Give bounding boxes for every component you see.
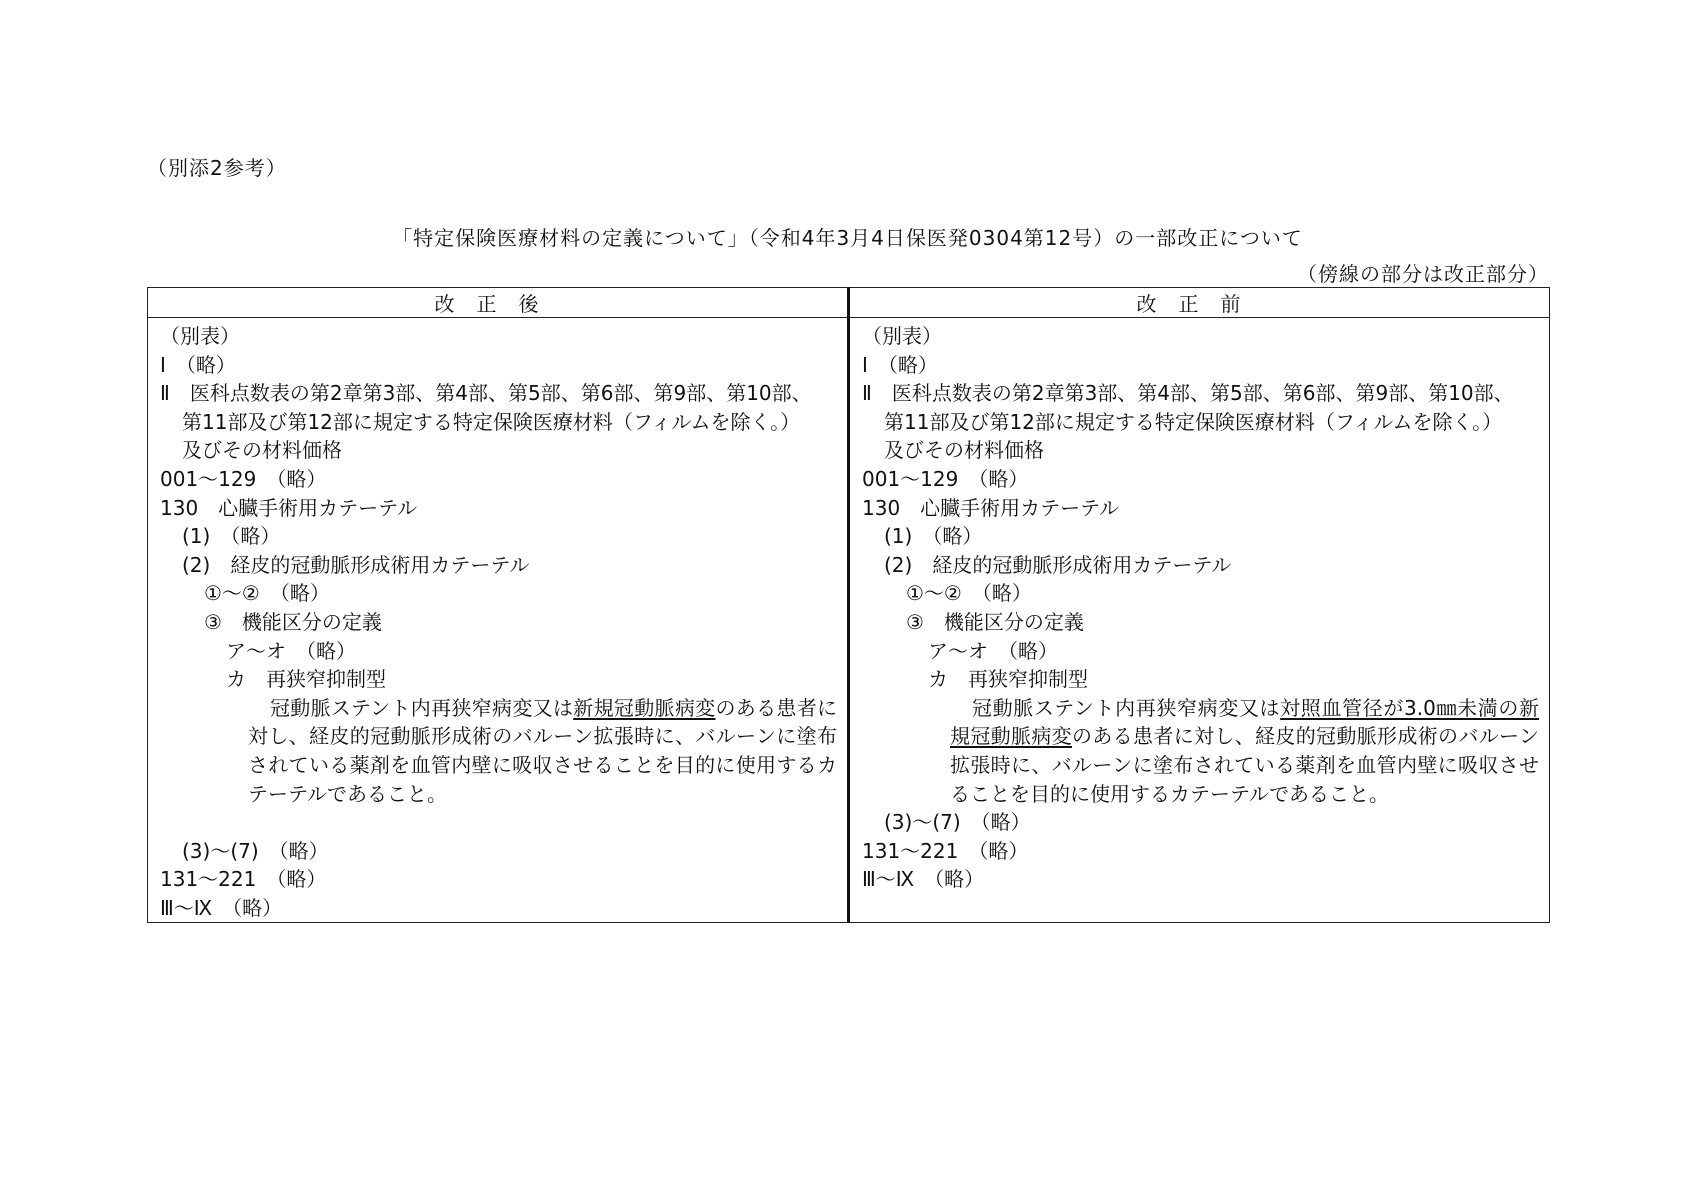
before-subitem-2-1-2: ①～② （略）: [906, 581, 1032, 606]
before-item-1: Ⅰ （略）: [862, 352, 938, 377]
after-betsuhyo: （別表）: [160, 324, 240, 348]
after-def-underlined: 新規冠動脈病変: [573, 695, 716, 720]
before-item-2-line-b: 第11部及び第12部に規定する特定保険医療材料（フィルムを除く。）: [884, 409, 1503, 434]
before-betsuhyo: （別表）: [862, 324, 942, 348]
after-subitem-2: (2) 経皮的冠動脈形成術用カテーテル: [182, 552, 530, 577]
document-title: 「特定保険医療材料の定義について」（令和4年3月4日保医発0304第12号）の一部改正について: [392, 226, 1303, 250]
before-item-a-o: ア～オ （略）: [928, 638, 1058, 663]
before-item-131-221: 131～221 （略）: [862, 838, 1029, 863]
table-header-row: [148, 288, 1550, 318]
appendix-label: （別添2参考）: [147, 156, 287, 180]
before-subitem-2: (2) 経皮的冠動脈形成術用カテーテル: [884, 552, 1232, 577]
after-item-2-line-c: 及びその材料価格: [182, 438, 342, 463]
after-item-a-o: ア～オ （略）: [226, 638, 356, 663]
after-item-2-line-b: 第11部及び第12部に規定する特定保険医療材料（フィルムを除く。）: [182, 409, 801, 434]
before-item-ka: カ 再狭窄抑制型: [928, 667, 1088, 692]
before-definition-text: [862, 694, 1539, 808]
table-body-row: [148, 318, 1550, 923]
after-item-ka: カ 再狭窄抑制型: [226, 667, 386, 692]
after-column: [148, 318, 849, 923]
after-item-1: Ⅰ （略）: [160, 352, 236, 377]
before-subitem-2-3: ③ 機能区分の定義: [906, 609, 1084, 634]
before-item-3-9: Ⅲ～Ⅸ （略）: [862, 867, 985, 892]
before-item-2-line-c: 及びその材料価格: [884, 438, 1044, 463]
before-subitem-1: (1) （略）: [884, 524, 983, 549]
after-subitem-3-7: (3)～(7) （略）: [182, 838, 329, 863]
before-def-underlined: 対照血管径が3.0㎜未満の新規冠動脈病変: [950, 695, 1539, 749]
after-subitem-1: (1) （略）: [182, 524, 281, 549]
after-item-001-129: 001～129 （略）: [160, 466, 327, 491]
after-def-pre: 冠動脈ステント内再狭窄病変又は: [270, 695, 574, 720]
after-subitem-2-3: ③ 機能区分の定義: [204, 609, 382, 634]
before-def-post: のある患者に対し、経皮的冠動脈形成術のバルーン拡張時に、バルーンに塗布されている薬剤を血管内壁に吸収させることを目的に使用するカテーテルであること。: [950, 724, 1539, 806]
before-subitem-3-7: (3)～(7) （略）: [884, 810, 1031, 835]
header-before: 改正前: [849, 288, 1550, 318]
after-subitem-2-1-2: ①～② （略）: [204, 581, 330, 606]
after-item-3-9: Ⅲ～Ⅸ （略）: [160, 895, 283, 920]
after-item-131-221: 131～221 （略）: [160, 867, 327, 892]
before-column: [849, 318, 1550, 923]
comparison-table: [147, 287, 1550, 923]
after-def-post: のある患者に対し、経皮的冠動脈形成術のバルーン拡張時に、バルーンに塗布されている薬剤を血管内壁に吸収させることを目的に使用するカテーテルであること。: [248, 695, 838, 806]
after-item-130: 130 心臓手術用カテーテル: [160, 495, 418, 520]
underline-note: （傍線の部分は改正部分）: [1297, 262, 1549, 286]
before-item-130: 130 心臓手術用カテーテル: [862, 495, 1120, 520]
after-item-2-line-a: Ⅱ 医科点数表の第2章第3部、第4部、第5部、第6部、第9部、第10部、: [160, 381, 812, 406]
after-definition-text: [160, 694, 837, 808]
before-item-2-line-a: Ⅱ 医科点数表の第2章第3部、第4部、第5部、第6部、第9部、第10部、: [862, 381, 1514, 406]
before-item-001-129: 001～129 （略）: [862, 466, 1029, 491]
before-def-pre: 冠動脈ステント内再狭窄病変又は: [972, 695, 1281, 720]
header-after: 改正後: [148, 288, 849, 318]
